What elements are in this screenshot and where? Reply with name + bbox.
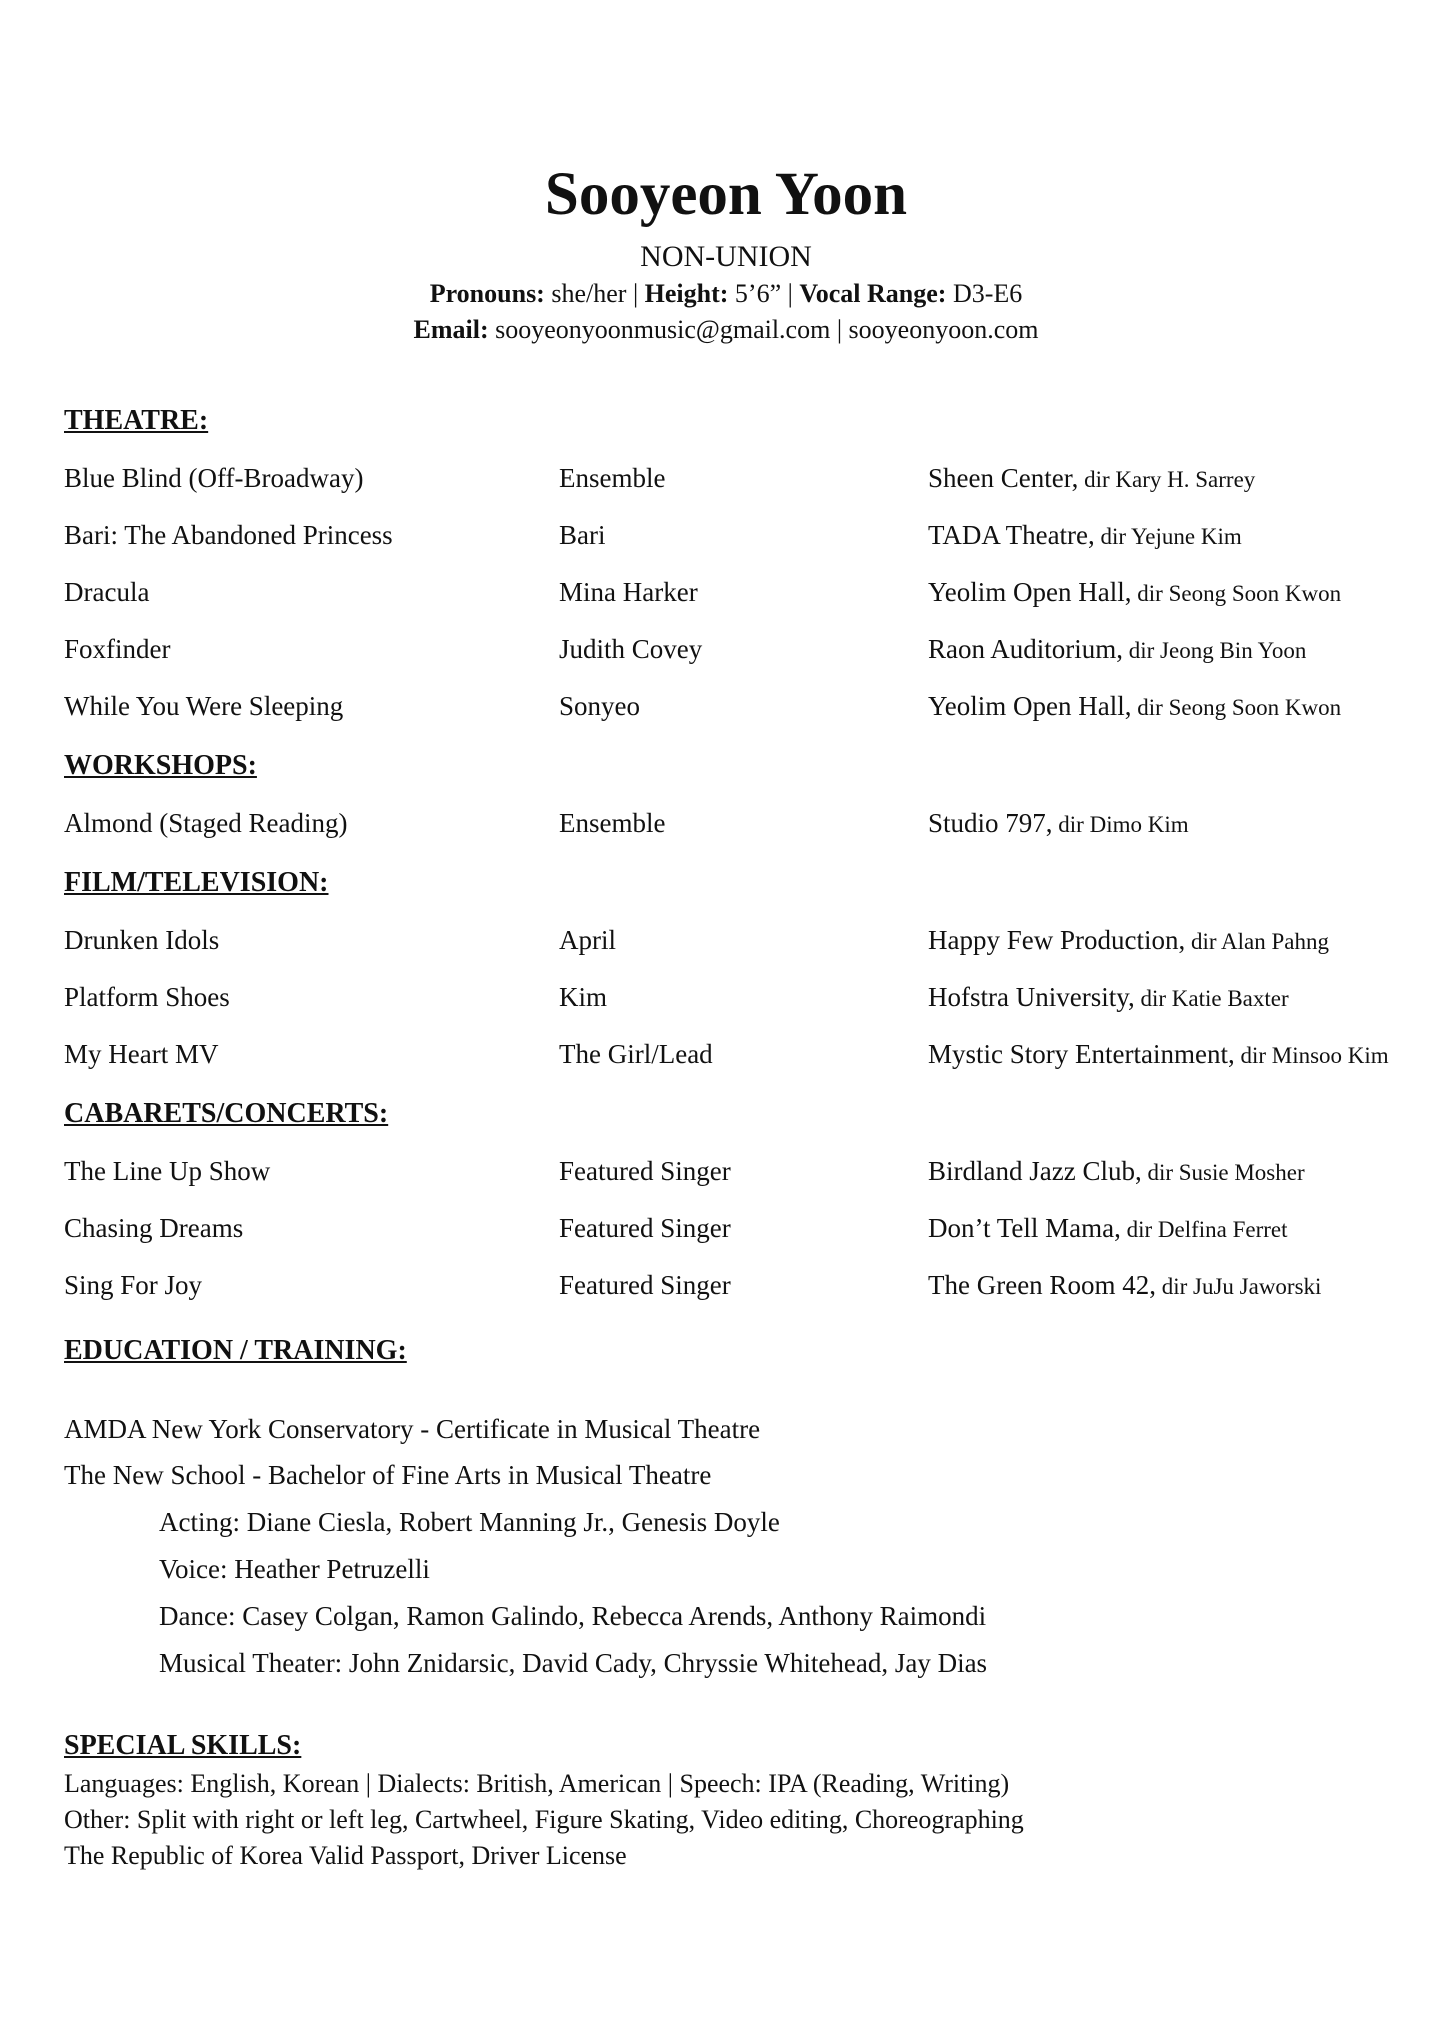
credit-director: dir Jeong Bin Yoon: [1123, 638, 1307, 663]
credit-director: dir Katie Baxter: [1134, 986, 1289, 1011]
credit-venue: Sheen Center, dir Kary H. Sarrey: [928, 463, 1256, 493]
email-value[interactable]: sooyeonyoonmusic@gmail.com: [495, 315, 831, 344]
table-row: [64, 805, 1404, 841]
table-row: [64, 574, 1404, 610]
credit-role: Featured Singer: [559, 1156, 731, 1186]
credit-role: Featured Singer: [559, 1270, 731, 1300]
section-title-workshops: WORKSHOPS:: [64, 750, 257, 781]
credit-show: Platform Shoes: [64, 982, 230, 1012]
credit-show: While You Were Sleeping: [64, 691, 344, 721]
credit-show: Almond (Staged Reading): [64, 808, 348, 838]
height-value: 5’6”: [734, 279, 782, 308]
credit-role: Sonyeo: [559, 691, 640, 721]
performer-name: Sooyeon Yoon: [544, 161, 908, 228]
stats-line: [0, 276, 1452, 312]
section-title-education: EDUCATION / TRAINING:: [64, 1335, 407, 1366]
credit-show: The Line Up Show: [64, 1156, 271, 1186]
credit-director: dir Susie Mosher: [1141, 1160, 1305, 1185]
vocal-range-value: D3-E6: [952, 279, 1023, 308]
credit-show: Dracula: [64, 577, 150, 607]
credit-venue: Birdland Jazz Club, dir Susie Mosher: [928, 1156, 1305, 1186]
credit-show: Blue Blind (Off-Broadway): [64, 463, 364, 493]
training-line: Musical Theater: John Znidarsic, David Cady, Chryssie Whitehead, Jay Dias: [159, 1648, 988, 1678]
credit-director: dir Seong Soon Kwon: [1131, 695, 1342, 720]
table-row: [64, 979, 1404, 1015]
credit-venue: Yeolim Open Hall, dir Seong Soon Kwon: [928, 691, 1342, 721]
credit-venue: Hofstra University, dir Katie Baxter: [928, 982, 1289, 1012]
credit-venue: Studio 797, dir Dimo Kim: [928, 808, 1189, 838]
table-row: [64, 631, 1404, 667]
credit-show: My Heart MV: [64, 1039, 219, 1069]
vocal-range-label: Vocal Range:: [799, 279, 947, 308]
credit-director: dir Minsoo Kim: [1234, 1043, 1389, 1068]
resume-header: [0, 160, 1452, 348]
email-label: Email:: [413, 315, 489, 344]
pronouns-label: Pronouns:: [429, 279, 545, 308]
table-row: [64, 1267, 1404, 1303]
section-title-theatre: THEATRE:: [64, 405, 209, 436]
table-row: [64, 1153, 1404, 1189]
credit-show: Foxfinder: [64, 634, 171, 664]
section-title-cabarets: CABARETS/CONCERTS:: [64, 1098, 389, 1129]
section-title-skills: SPECIAL SKILLS:: [64, 1730, 302, 1761]
skill-line: Other: Split with right or left leg, Cartwheel, Figure Skating, Video editing, Choreographing: [64, 1805, 1024, 1834]
credit-director: dir JuJu Jaworski: [1155, 1274, 1322, 1299]
union-status: NON-UNION: [640, 240, 812, 273]
credit-venue: TADA Theatre, dir Yejune Kim: [928, 520, 1242, 550]
table-row: [64, 922, 1404, 958]
credit-role: Ensemble: [559, 808, 666, 838]
credit-role: April: [559, 925, 616, 955]
credit-show: Sing For Joy: [64, 1270, 203, 1300]
credit-role: Ensemble: [559, 463, 666, 493]
table-row: [64, 1210, 1404, 1246]
education-line: The New School - Bachelor of Fine Arts in Musical Theatre: [64, 1460, 712, 1490]
credit-role: The Girl/Lead: [559, 1039, 713, 1069]
credit-role: Featured Singer: [559, 1213, 731, 1243]
credit-show: Drunken Idols: [64, 925, 220, 955]
credit-role: Mina Harker: [559, 577, 698, 607]
section-title-film: FILM/TELEVISION:: [64, 867, 329, 898]
pronouns-value: she/her: [551, 279, 627, 308]
credit-venue: Mystic Story Entertainment, dir Minsoo Kim: [928, 1039, 1389, 1069]
table-row: [64, 1036, 1404, 1072]
credit-venue: Yeolim Open Hall, dir Seong Soon Kwon: [928, 577, 1342, 607]
skill-line: Languages: English, Korean | Dialects: British, American | Speech: IPA (Reading, Writing): [64, 1769, 1010, 1798]
separator: |: [626, 279, 645, 308]
contact-line: [0, 312, 1452, 348]
credit-role: Bari: [559, 520, 606, 550]
separator: |: [781, 279, 800, 308]
credit-venue: Raon Auditorium, dir Jeong Bin Yoon: [928, 634, 1307, 664]
table-row: [64, 688, 1404, 724]
credit-venue: The Green Room 42, dir JuJu Jaworski: [928, 1270, 1322, 1300]
credit-director: dir Kary H. Sarrey: [1078, 467, 1256, 492]
height-label: Height:: [644, 279, 729, 308]
credit-director: dir Dimo Kim: [1052, 812, 1189, 837]
credit-role: Judith Covey: [559, 634, 703, 664]
credit-director: dir Yejune Kim: [1094, 524, 1242, 549]
training-line: Voice: Heather Petruzelli: [159, 1554, 430, 1584]
credit-director: dir Alan Pahng: [1185, 929, 1329, 954]
table-row: [64, 517, 1404, 553]
credit-venue: Happy Few Production, dir Alan Pahng: [928, 925, 1329, 955]
training-line: Acting: Diane Ciesla, Robert Manning Jr., Genesis Doyle: [159, 1507, 780, 1537]
skill-line: The Republic of Korea Valid Passport, Driver License: [64, 1841, 627, 1870]
education-line: AMDA New York Conservatory - Certificate in Musical Theatre: [64, 1414, 761, 1444]
credit-venue: Don’t Tell Mama, dir Delfina Ferret: [928, 1213, 1288, 1243]
website-value[interactable]: sooyeonyoon.com: [848, 315, 1039, 344]
credit-role: Kim: [559, 982, 608, 1012]
table-row: [64, 460, 1404, 496]
credit-show: Chasing Dreams: [64, 1213, 244, 1243]
credit-director: dir Seong Soon Kwon: [1131, 581, 1342, 606]
training-line: Dance: Casey Colgan, Ramon Galindo, Rebecca Arends, Anthony Raimondi: [159, 1601, 987, 1631]
separator: |: [830, 315, 849, 344]
credit-show: Bari: The Abandoned Princess: [64, 520, 393, 550]
credit-director: dir Delfina Ferret: [1120, 1217, 1288, 1242]
